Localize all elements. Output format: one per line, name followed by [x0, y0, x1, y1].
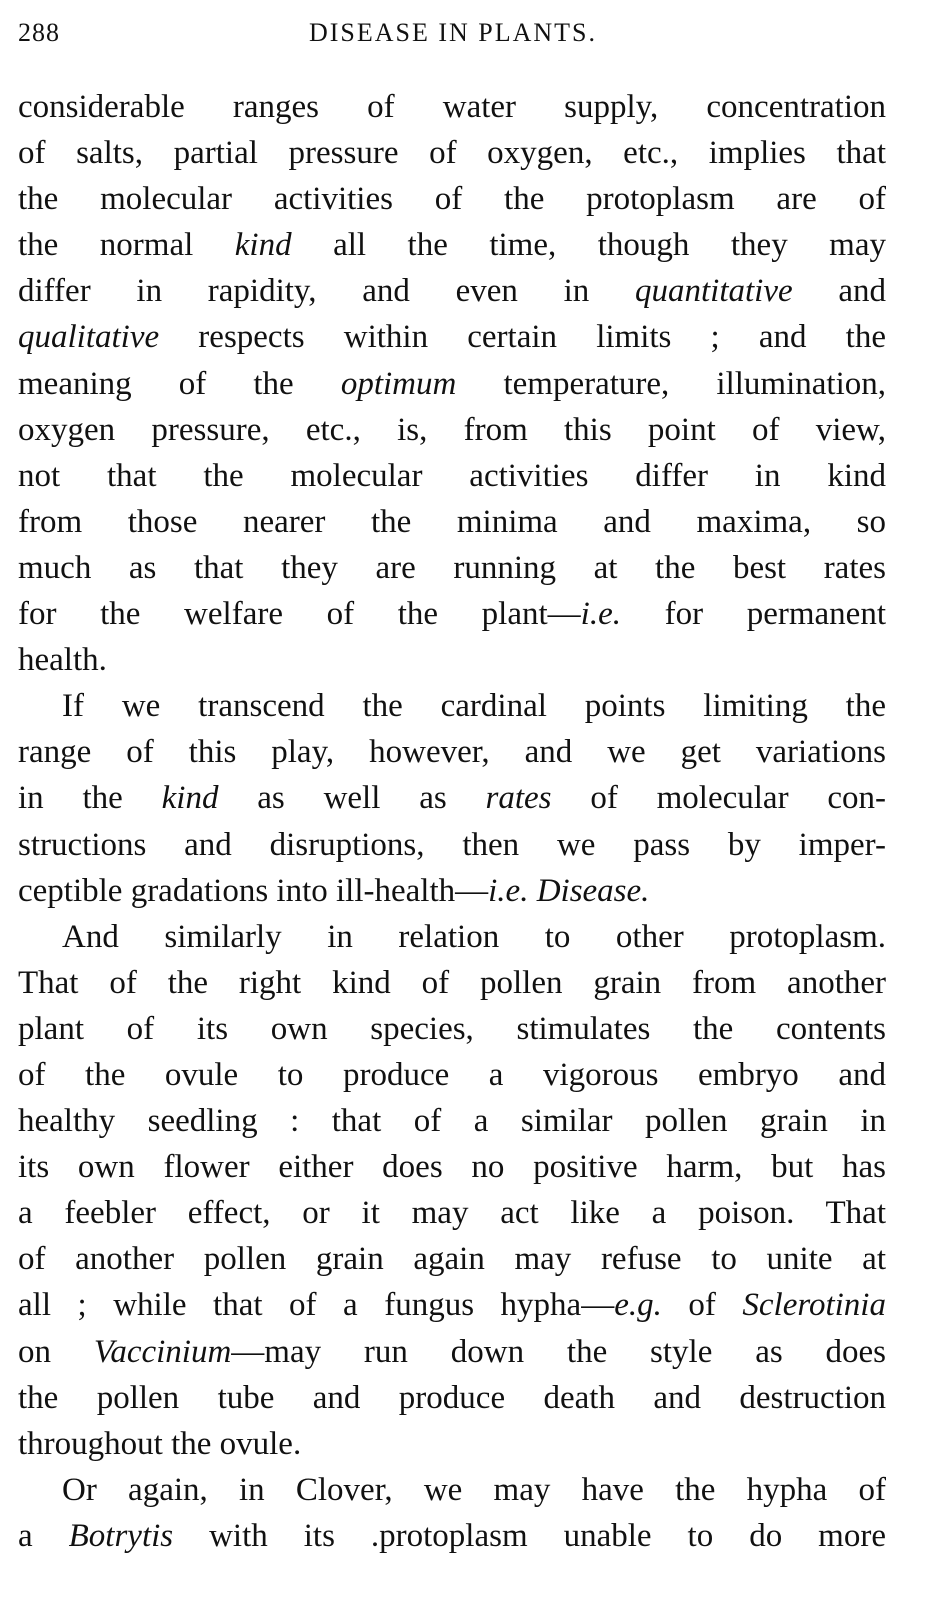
italic-term: i.e. — [580, 596, 621, 633]
text-line: of the ovule to produce a vigorous embryo and — [18, 1056, 886, 1093]
text-line: of another pollen grain again may refuse to unite at — [18, 1241, 886, 1278]
italic-term: e.g. — [614, 1287, 662, 1324]
text-line: throughout the ovule. — [18, 1425, 302, 1462]
text-line: structions and disruptions, then we pass by imper- — [18, 826, 886, 863]
italic-term: Vaccinium — [93, 1333, 232, 1370]
text-line: for the welfare of the plant—i.e. for permanent — [18, 596, 886, 633]
running-title: DISEASE IN PLANTS. — [308, 18, 598, 47]
text-line: of salts, partial pressure of oxygen, etc., implies that — [18, 135, 886, 172]
text-line: much as that they are running at the best rates — [18, 549, 886, 586]
italic-term: rates — [485, 780, 552, 817]
italic-term: quantitative — [635, 273, 793, 310]
text-line: That of the right kind of pollen grain from another — [18, 964, 886, 1001]
text-line: the pollen tube and produce death and destruction — [18, 1379, 886, 1416]
text-line: a Botrytis with its .protoplasm unable to do more — [18, 1517, 886, 1554]
italic-term: qualitative — [18, 319, 160, 356]
text-line: range of this play, however, and we get variations — [18, 734, 886, 771]
text-line: differ in rapidity, and even in quantitative and — [18, 273, 886, 310]
paragraph-start-line: If we transcend the cardinal points limiting the — [62, 688, 886, 725]
paragraph-start-line: And similarly in relation to other protoplasm. — [62, 918, 886, 955]
page-number: 288 — [18, 18, 60, 47]
text-line: ceptible gradations into ill-health—i.e. Disease. — [18, 872, 650, 909]
paragraph-start-line: Or again, in Clover, we may have the hypha of — [62, 1471, 886, 1508]
text-line: the molecular activities of the protoplasm are of — [18, 181, 886, 218]
text-line: qualitative respects within certain limits ; and the — [18, 319, 886, 356]
text-line: a feebler effect, or it may act like a poison. That — [18, 1195, 886, 1232]
text-line: healthy seedling : that of a similar pollen grain in — [18, 1103, 886, 1140]
text-line: from those nearer the minima and maxima, so — [18, 503, 886, 540]
text-line: all ; while that of a fungus hypha—e.g. of Sclerotinia — [18, 1287, 886, 1324]
text-line: oxygen pressure, etc., is, from this point of view, — [18, 411, 886, 448]
italic-term: kind — [161, 780, 219, 817]
italic-term: Sclerotinia — [742, 1287, 886, 1324]
italic-term: Botrytis — [68, 1517, 174, 1554]
text-line: plant of its own species, stimulates the contents — [18, 1010, 886, 1047]
text-line: in the kind as well as rates of molecular con- — [18, 780, 887, 817]
text-line: meaning of the optimum temperature, illumination, — [18, 365, 887, 402]
italic-term: i.e. Disease. — [488, 872, 650, 909]
text-line: considerable ranges of water supply, concentration — [18, 89, 886, 125]
text-line: not that the molecular activities differ in kind — [18, 457, 886, 494]
text-line: health. — [18, 642, 107, 679]
text-line: on Vaccinium—may run down the style as does — [18, 1333, 886, 1370]
running-head — [18, 18, 888, 54]
italic-term: optimum — [340, 365, 457, 402]
text-line: the normal kind all the time, though they may — [18, 227, 886, 264]
text-line: its own flower either does no positive harm, but has — [18, 1149, 886, 1186]
body-text — [18, 84, 886, 1559]
italic-term: kind — [234, 227, 292, 264]
